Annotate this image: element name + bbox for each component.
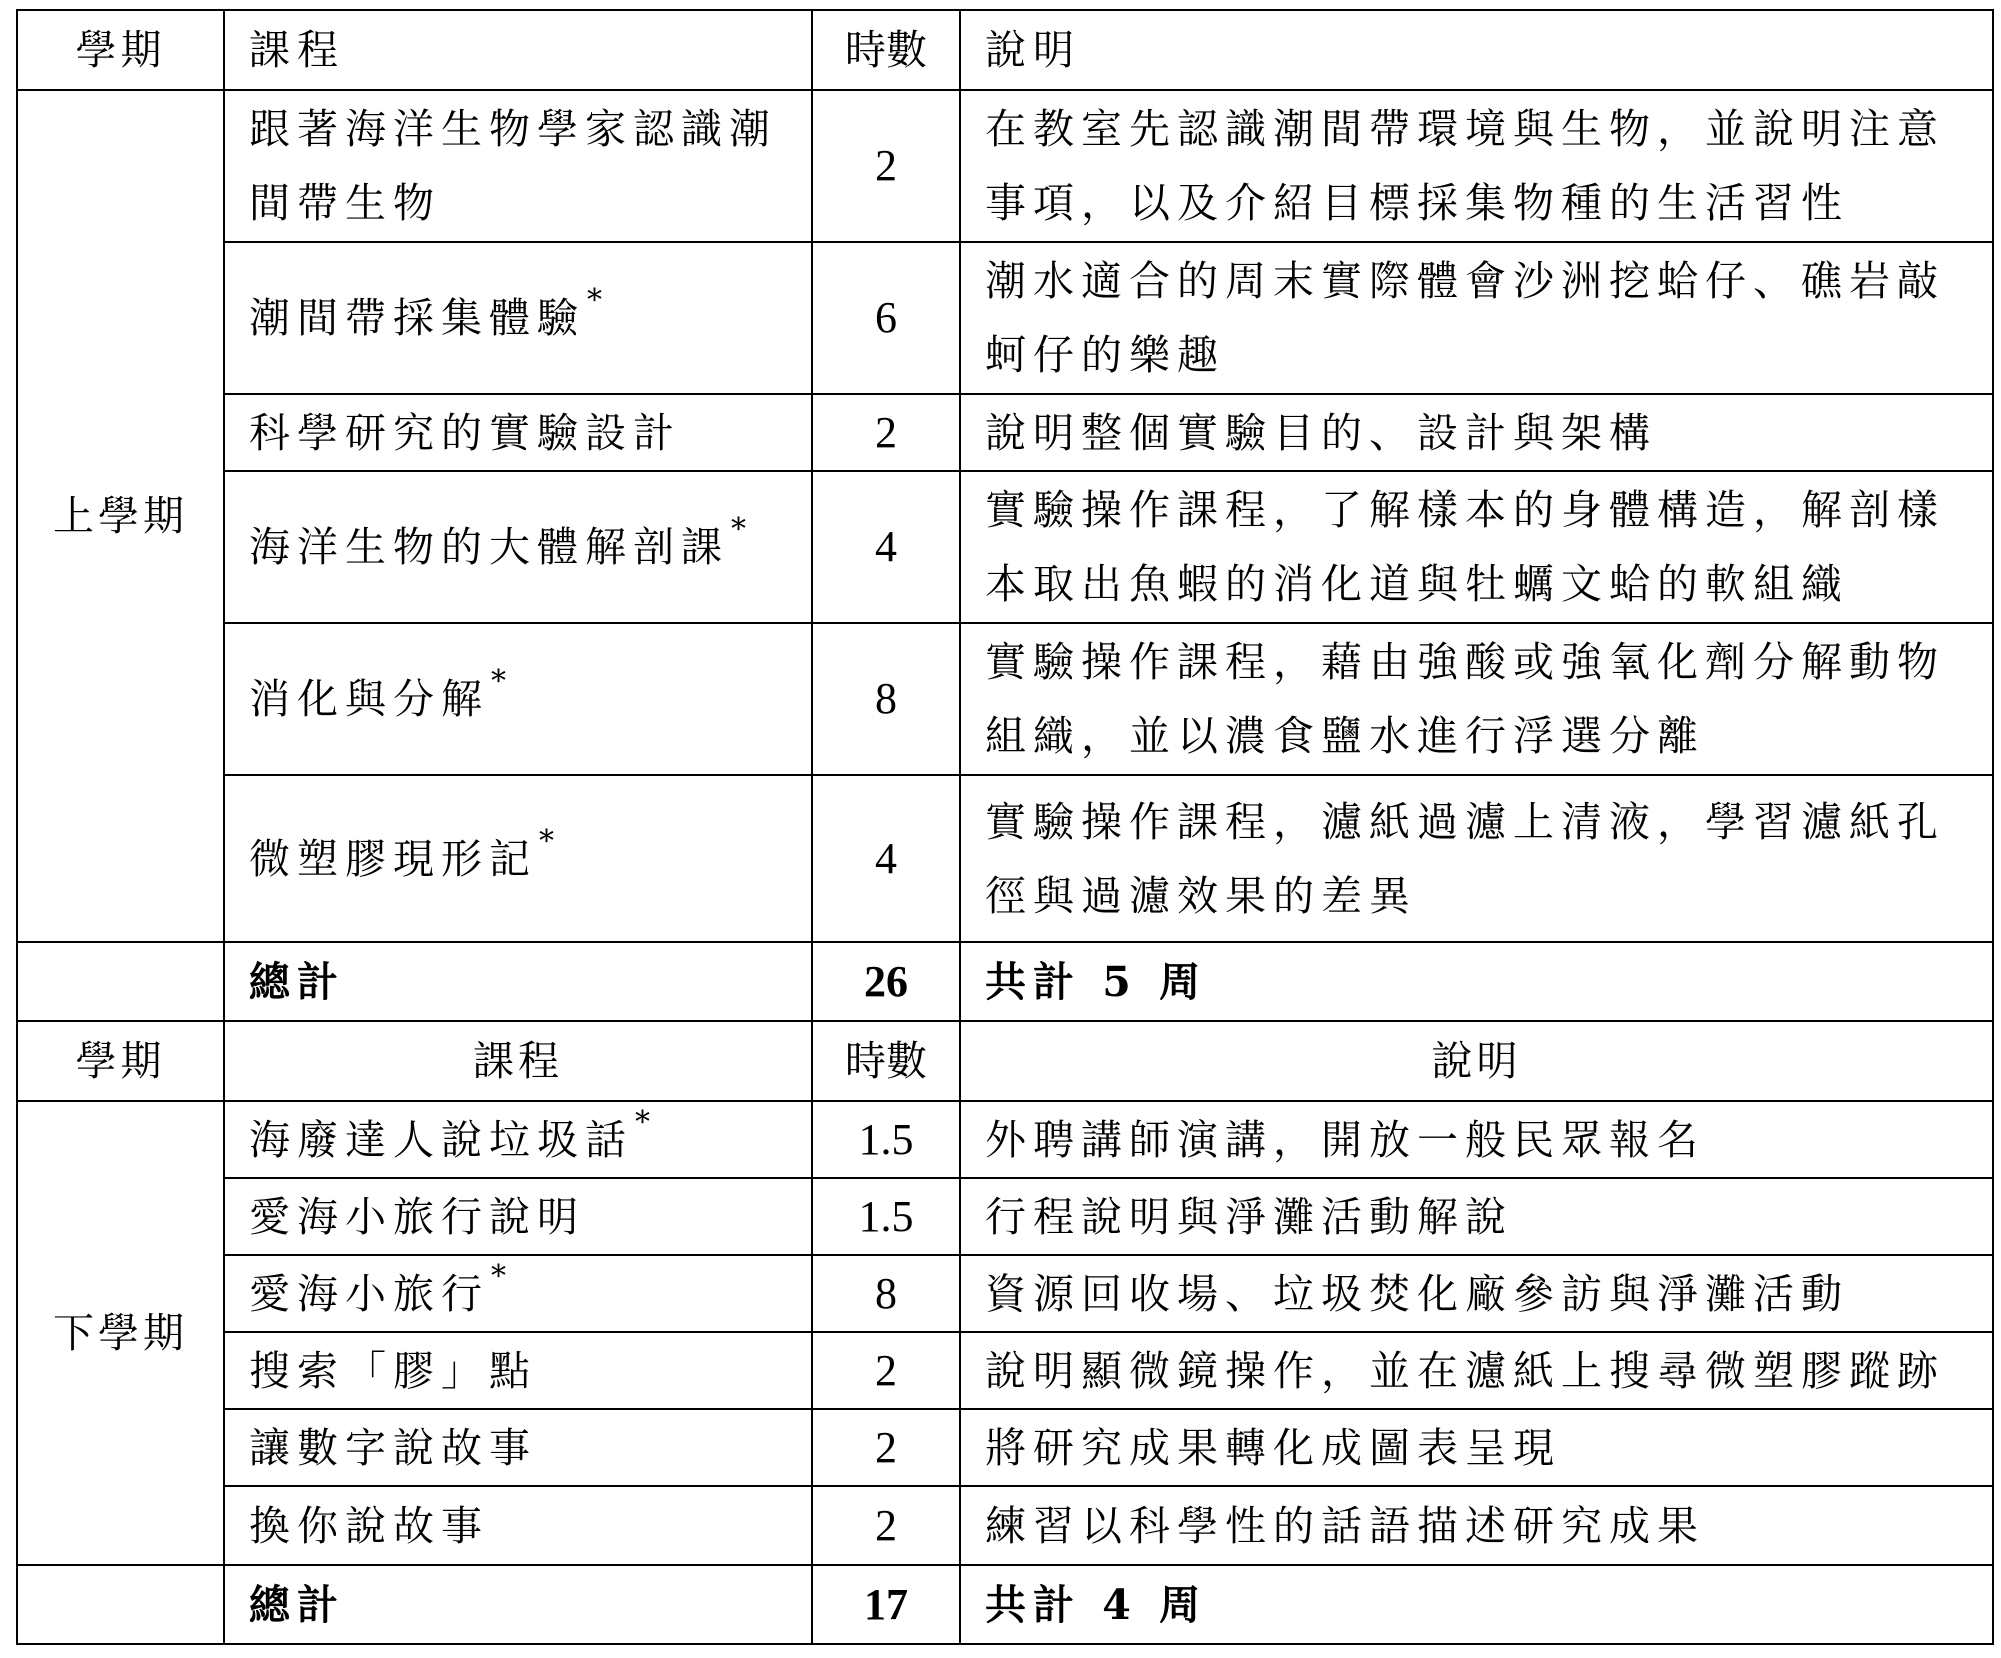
hours-cell: 8 (812, 623, 960, 775)
course-name: 搜索「膠」點 (249, 1346, 537, 1395)
description-cell: 說明整個實驗目的、設計與架構 (960, 394, 1993, 471)
description-cell: 實驗操作課程，濾紙過濾上清液，學習濾紙孔徑與過濾效果的差異 (960, 775, 1993, 942)
description-cell: 資源回收場、垃圾焚化廠參訪與淨灘活動 (960, 1255, 1993, 1332)
course-name: 愛海小旅行說明 (249, 1192, 585, 1241)
course-cell (224, 1486, 812, 1565)
semester-label: 下學期 (17, 1101, 224, 1565)
header-row (17, 1021, 1993, 1101)
total-hours: 17 (812, 1565, 960, 1644)
total-label: 總計 (224, 942, 812, 1021)
asterisk-mark: * (731, 512, 753, 547)
table-row (17, 1178, 1993, 1255)
course-name: 海廢達人說垃圾話 (249, 1115, 633, 1164)
table-row (17, 1486, 1993, 1565)
table-row (17, 1101, 1993, 1178)
course-name: 讓數字說故事 (249, 1423, 537, 1472)
description-cell: 在教室先認識潮間帶環境與生物，並說明注意事項，以及介紹目標採集物種的生活習性 (960, 90, 1993, 242)
course-cell (224, 394, 812, 471)
table-row (17, 90, 1993, 242)
table-row (17, 1255, 1993, 1332)
total-weeks: 共計 4 周 (960, 1565, 1993, 1644)
header-description: 說明 (960, 10, 1993, 90)
header-course: 課程 (224, 1021, 812, 1101)
header-description: 說明 (960, 1021, 1993, 1101)
course-name: 微塑膠現形記 (249, 834, 537, 883)
course-cell (224, 1409, 812, 1486)
course-cell (224, 623, 812, 775)
total-weeks: 共計 5 周 (960, 942, 1993, 1021)
total-label: 總計 (224, 1565, 812, 1644)
header-hours: 時數 (812, 10, 960, 90)
empty-cell (17, 1565, 224, 1644)
header-semester: 學期 (17, 10, 224, 90)
asterisk-mark: * (587, 283, 609, 318)
course-cell (224, 90, 812, 242)
table-row (17, 623, 1993, 775)
course-name: 消化與分解 (249, 675, 489, 723)
hours-cell: 1.5 (812, 1178, 960, 1255)
table-row (17, 242, 1993, 394)
hours-cell: 2 (812, 1332, 960, 1409)
course-name: 換你說故事 (249, 1501, 489, 1550)
description-cell: 將研究成果轉化成圖表呈現 (960, 1409, 1993, 1486)
header-hours: 時數 (812, 1021, 960, 1101)
total-hours: 26 (812, 942, 960, 1021)
course-cell (224, 1178, 812, 1255)
course-name: 愛海小旅行 (249, 1269, 489, 1318)
header-semester: 學期 (17, 1021, 224, 1101)
course-cell (224, 1101, 812, 1178)
hours-cell: 4 (812, 775, 960, 942)
course-name: 科學研究的實驗設計 (249, 408, 681, 457)
hours-cell: 2 (812, 394, 960, 471)
course-cell (224, 471, 812, 623)
header-row (17, 10, 1993, 90)
semester-label: 上學期 (17, 90, 224, 942)
hours-cell: 8 (812, 1255, 960, 1332)
course-name: 海洋生物的大體解剖課 (249, 523, 729, 571)
course-table (16, 9, 1994, 1645)
header-course: 課程 (224, 10, 812, 90)
empty-cell (17, 942, 224, 1021)
course-cell (224, 242, 812, 394)
asterisk-mark: * (491, 1258, 513, 1294)
asterisk-mark: * (635, 1104, 657, 1140)
hours-cell: 2 (812, 1486, 960, 1565)
hours-cell: 2 (812, 90, 960, 242)
table-row (17, 1332, 1993, 1409)
description-cell: 潮水適合的周末實際體會沙洲挖蛤仔、礁岩敲蚵仔的樂趣 (960, 242, 1993, 394)
hours-cell: 1.5 (812, 1101, 960, 1178)
table-row (17, 1409, 1993, 1486)
description-cell: 行程說明與淨灘活動解說 (960, 1178, 1993, 1255)
hours-cell: 6 (812, 242, 960, 394)
description-cell: 實驗操作課程，了解樣本的身體構造，解剖樣本取出魚蝦的消化道與牡蠣文蛤的軟組織 (960, 471, 1993, 623)
course-cell (224, 775, 812, 942)
course-name: 潮間帶採集體驗 (249, 294, 585, 342)
table-row (17, 775, 1993, 942)
description-cell: 實驗操作課程，藉由強酸或強氧化劑分解動物組織，並以濃食鹽水進行浮選分離 (960, 623, 1993, 775)
course-name: 跟著海洋生物學家認識潮間帶生物 (249, 105, 777, 227)
table-row (17, 471, 1993, 623)
asterisk-mark: * (539, 823, 561, 859)
total-row (17, 1565, 1993, 1644)
course-cell (224, 1255, 812, 1332)
asterisk-mark: * (491, 664, 513, 699)
hours-cell: 2 (812, 1409, 960, 1486)
course-cell (224, 1332, 812, 1409)
table-row (17, 394, 1993, 471)
description-cell: 說明顯微鏡操作，並在濾紙上搜尋微塑膠蹤跡 (960, 1332, 1993, 1409)
description-cell: 練習以科學性的話語描述研究成果 (960, 1486, 1993, 1565)
total-row (17, 942, 1993, 1021)
description-cell: 外聘講師演講，開放一般民眾報名 (960, 1101, 1993, 1178)
hours-cell: 4 (812, 471, 960, 623)
